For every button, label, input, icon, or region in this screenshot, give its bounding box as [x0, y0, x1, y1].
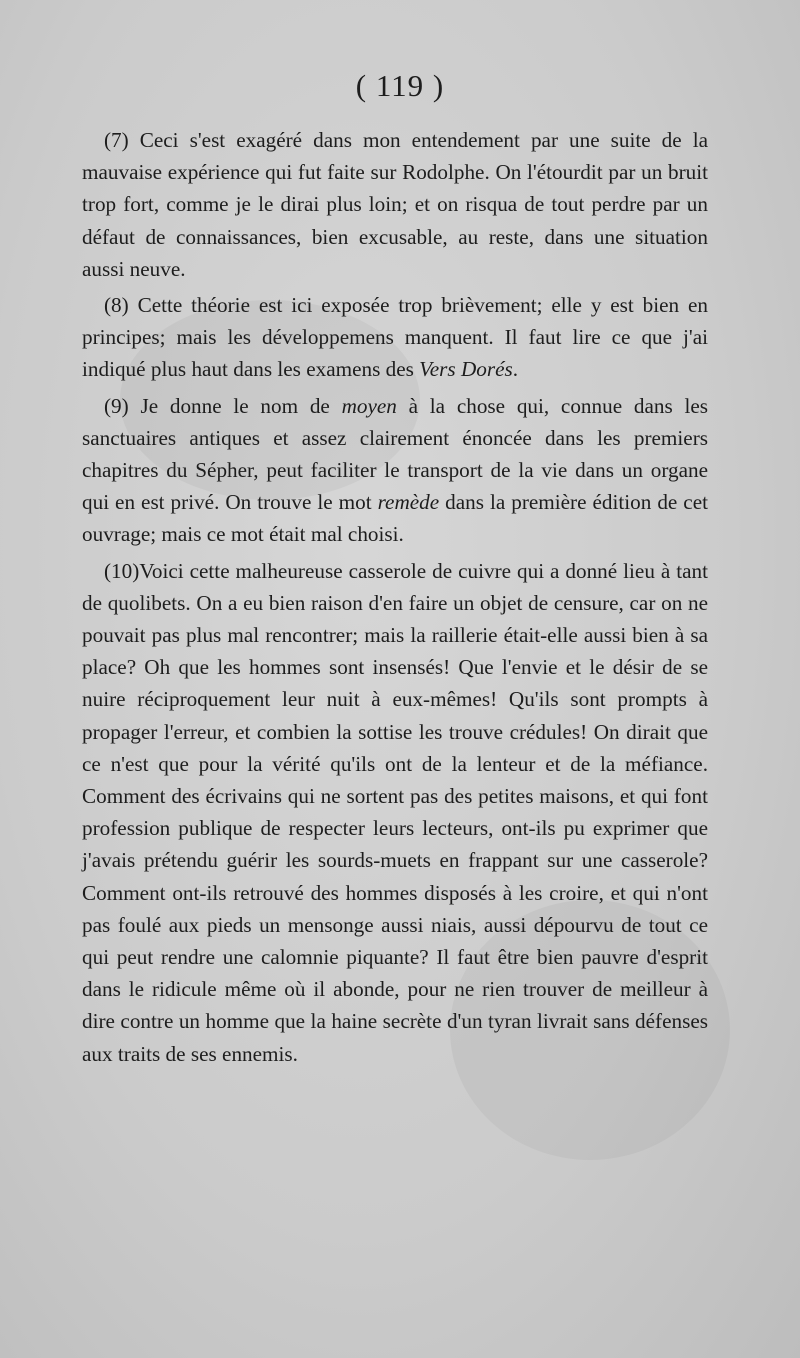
- note-7: [82, 124, 708, 285]
- note-marker: (7): [104, 128, 129, 152]
- note-text-end: dans la première édition de cet ouvrage; mais ce mot était mal choisi.: [82, 490, 708, 547]
- note-text: Je donne le nom de: [128, 393, 342, 418]
- notes-body: [82, 124, 708, 1074]
- note-text: Cette théorie est ici exposée trop brièvement; elle y est bien en principes; mais les développemens manquent. Il faut lire ce que j'ai indiqué plus haut dans les examens des: [82, 293, 708, 382]
- note-italic-term-2: remède: [377, 490, 440, 515]
- note-text-middle: à la chose qui, connue dans les sanctuaires antiques et assez clairement énoncée dans les premiers chapitres du Sépher, peut faciliter le transport de la vie dans un organe qui en est privé. On trouve le mot: [82, 393, 708, 515]
- note-italic-title: Vers Dorés: [419, 357, 513, 382]
- note-marker: (8): [104, 293, 129, 318]
- note-italic-term: moyen: [341, 393, 397, 418]
- page-number: ( 119 ): [355, 68, 445, 103]
- note-8: [82, 289, 708, 386]
- note-9: [82, 390, 708, 551]
- note-10: [82, 555, 708, 1070]
- note-marker: (9): [104, 393, 129, 418]
- note-text: Ceci s'est exagéré dans mon entendement par une suite de la mauvaise expérience qui fut faite sur Rodolphe. On l'étourdit par un bruit trop fort, comme je le dirai plus loin; et on risqua de tout perdre par un défaut de connaissances, bien excusable, au reste, dans une situation aussi neuve.: [82, 128, 708, 281]
- note-text: Voici cette malheureuse casserole de cuivre qui a donné lieu à tant de quolibets. On a eu bien raison d'en faire un objet de censure, car on ne pouvait pas plus mal rencontrer; mais la raillerie était-elle aussi bien à sa place? Oh que les hommes sont insensés! Que l'envie et le désir de se nuire réciproquement leur nuit à eux-mêmes! Qu'ils sont prompts à propager l'erreur, et combien la sottise les trouve crédules! On dirait que ce n'est que pour la vérité qu'ils ont de la lenteur et de la méfiance. Comment des écrivains qui ne sortent pas des petites maisons, et qui font profession publique de respecter leurs lecteurs, ont-ils pu exprimer que j'avais prétendu guérir les sourds-muets en frappant sur une casserole? Comment ont-ils retrouvé des hommes disposés à les croire, et qui n'ont pas foulé aux pieds un mensonge aussi niais, aussi dépourvu de tout ce qui peut rendre une calomnie piquante? Il faut être bien pauvre d'esprit dans le ridicule même où il abonde, pour ne rien trouver de meilleur à dire contre un homme que la haine secrète d'un tyran livrait sans défenses aux traits de ses ennemis.: [82, 558, 708, 1066]
- note-marker: (10): [104, 558, 140, 583]
- note-text-end: .: [512, 357, 519, 382]
